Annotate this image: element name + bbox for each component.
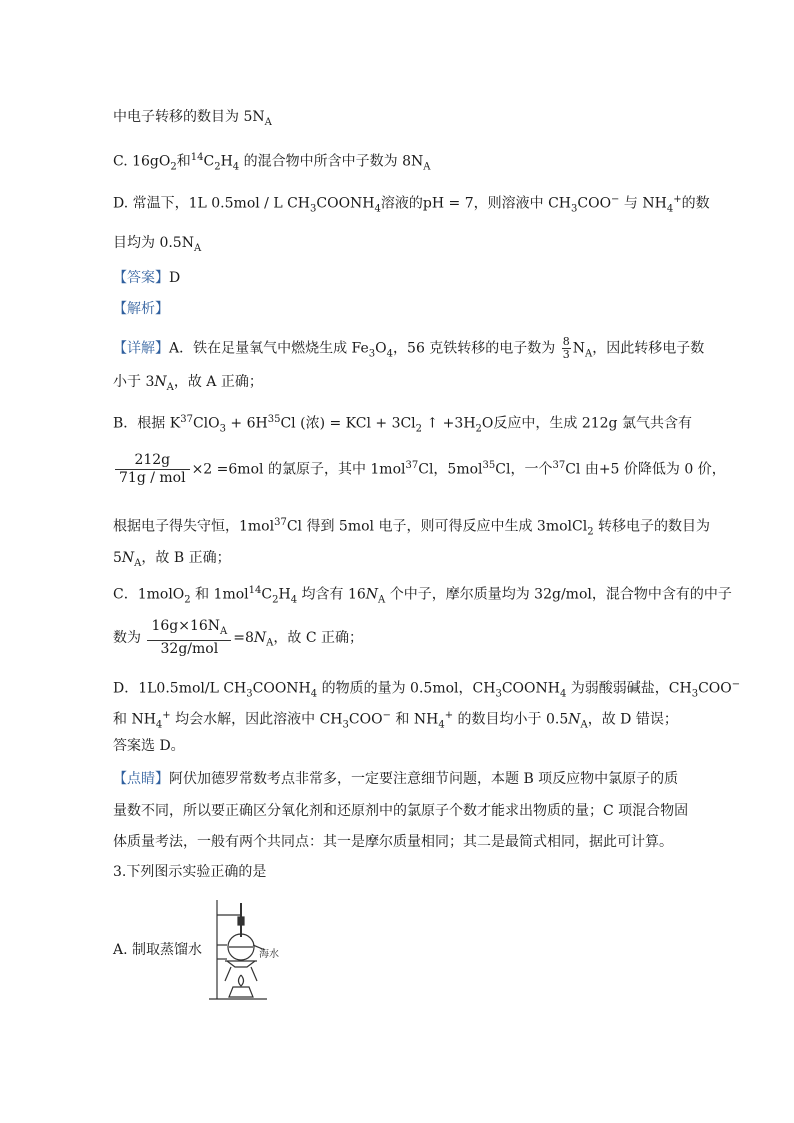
line-text: Cl 由+5 价降低为 0 价， — [565, 461, 726, 478]
detail-line-c — [113, 581, 732, 610]
line-text: A．铁在足量氧气中燃烧生成 Fe — [169, 340, 369, 357]
detail-line-a: 【详解】A．铁在足量氧气中燃烧生成 $Fe_3O_4$，56 克铁转移的电子数为 $\frac{8}{3}$ $N_A$，因此转移电子数 — [113, 335, 705, 361]
line-text: ↑ +3H — [422, 415, 476, 432]
point-line-3 — [113, 832, 673, 852]
subscript: 2 — [415, 423, 423, 435]
line-text: ，故 A 正确； — [173, 374, 263, 390]
numerator: 212g — [115, 452, 190, 470]
fraction-eight-thirds — [562, 336, 571, 361]
detail-line-d — [113, 675, 740, 704]
subscript: 4 — [310, 688, 318, 700]
option-a-label — [113, 940, 202, 960]
line-text: ，故 C 正确； — [273, 629, 364, 646]
subscript: 3 — [368, 348, 376, 360]
line-text: 均含有 16 — [297, 586, 366, 603]
detail-line-a2 — [113, 372, 263, 398]
line-text: + 6H — [225, 415, 268, 432]
line-text: 和 1mol — [190, 586, 249, 603]
line-text: C. 16gO — [113, 153, 171, 170]
subscript: A — [193, 242, 202, 254]
detail-line-b — [113, 410, 692, 439]
denominator: 3 — [562, 348, 570, 361]
subscript: 3 — [495, 688, 502, 700]
superscript: − — [611, 194, 620, 205]
line-text: 5 — [113, 550, 122, 566]
detail-line-b2 — [113, 452, 726, 487]
line-text: 的数 — [681, 195, 710, 212]
line-text: ，故 B 正确； — [141, 550, 231, 566]
line-text: COONH — [316, 195, 375, 212]
line-text: 和 — [176, 153, 191, 170]
detail-line-c2 — [113, 618, 363, 658]
subscript: 2 — [587, 526, 594, 538]
line-text: 与 NH — [623, 195, 667, 212]
superscript: − — [382, 710, 391, 721]
line-text: 阿伏加德罗常数考点非常多，一定要注意细节问题，本题 B 项反应物中氯原子的质 — [169, 771, 679, 787]
denominator: 71g / mol — [119, 470, 186, 486]
point-line-2 — [113, 801, 688, 821]
line-text: ×2 =6mol — [191, 461, 264, 478]
subscript: A — [585, 348, 593, 360]
superscript: 37 — [180, 414, 193, 425]
subscript: A — [266, 637, 274, 649]
symbol-n: N — [154, 374, 167, 390]
subscript: 3 — [571, 203, 578, 215]
line-text: 和 NH — [390, 711, 439, 728]
superscript: 14 — [190, 152, 204, 163]
answer-choice-line — [113, 736, 185, 756]
line-text: 数为 — [113, 629, 141, 646]
line-text: ，故 D 错误； — [587, 711, 678, 728]
line-text: Cl (浓) = KCl + 3Cl — [280, 415, 416, 432]
line-text: =8 — [233, 629, 254, 646]
line-text: 体质量考法，一般有两个共同点：其一是摩尔质量相同；其二是最简式相同，据此可计算。 — [113, 834, 673, 850]
detail-tag: 【详解】 — [113, 340, 169, 357]
subscript: 4 — [386, 348, 394, 360]
line-text: D．1L0.5mol/L CH — [113, 680, 247, 697]
line-text: A. 制取蒸馏水 — [113, 942, 203, 958]
line-text: Cl，一个 — [495, 461, 553, 478]
line-text: COO — [348, 711, 383, 728]
line-text: 中电子转移的数目为 5N — [113, 109, 265, 125]
detail-line-b4 — [113, 548, 231, 574]
denominator: 32g/mol — [160, 640, 219, 657]
subscript: A — [423, 161, 431, 173]
answer-line — [113, 268, 180, 288]
symbol-n: N — [365, 586, 379, 603]
analysis-heading — [113, 299, 169, 319]
subscript: 2 — [170, 161, 177, 173]
subscript: 2 — [475, 423, 482, 435]
line-text: 的混合物中所含中子数为 8N — [243, 153, 424, 170]
line-text: D. 常温下，1L 0.5mol / L CH — [113, 195, 311, 212]
superscript: 35 — [267, 414, 281, 425]
line-text: Cl 得到 5mol 电子，则可得反应中生成 3molCl — [286, 518, 588, 535]
line-text: 小于 3 — [113, 374, 155, 390]
subscript: A — [134, 557, 142, 569]
numerator: 8 — [562, 335, 570, 348]
superscript: + — [162, 710, 171, 721]
superscript: 35 — [482, 459, 496, 471]
subscript: A — [166, 381, 174, 393]
line-text: 均会水解，因此溶液中 CH — [170, 711, 343, 728]
option-d-line — [113, 190, 710, 219]
line-text: 的数目均小于 0.5 — [453, 711, 569, 728]
subscript: 4 — [374, 203, 381, 215]
line-text: COONH — [252, 680, 311, 697]
fraction-neutrons — [147, 618, 231, 658]
answer-value: D — [169, 270, 181, 286]
subscript: 4 — [438, 719, 445, 731]
fraction-chlorine — [115, 452, 190, 487]
subscript: 4 — [155, 719, 163, 731]
subscript: 3 — [342, 719, 349, 731]
line-text: 和 NH — [113, 711, 156, 728]
analysis-tag: 【解析】 — [113, 301, 169, 317]
line-text: COO — [577, 195, 612, 212]
line-text: 的氯原子，其中 1mol — [267, 461, 406, 478]
line-text: ClO — [192, 415, 220, 432]
subscript: 3 — [310, 203, 317, 215]
symbol-n: N — [572, 340, 585, 357]
subscript: 2 — [214, 161, 221, 173]
subscript: 4 — [559, 688, 567, 700]
distillation-apparatus-figure — [205, 895, 295, 1005]
line-text: 溶液的pH = 7，则溶液中 CH — [380, 195, 571, 212]
line-text: 为弱酸弱碱盐，CH — [566, 680, 692, 697]
superscript: − — [731, 679, 741, 690]
symbol-n: N — [121, 550, 135, 566]
line-text: 根据电子得失守恒，1mol — [113, 518, 275, 535]
subscript: 4 — [666, 203, 674, 215]
line-text: 量数不同，所以要正确区分氧化剂和还原剂中的氯原子个数才能求出物质的量；C 项混合物固 — [113, 803, 689, 819]
line-text: ，56 克铁转移的电子数为 — [393, 340, 556, 357]
subscript: 3 — [691, 688, 699, 700]
line-text: B．根据 K — [113, 415, 181, 432]
line-text: 个中子，摩尔质量均为 32g/mol，混合物中含有的中子 — [385, 586, 732, 603]
detail-line-d2 — [113, 706, 678, 735]
line-text: Cl，5mol — [418, 461, 483, 478]
line-text: 转移电子的数目为 — [593, 518, 711, 535]
text-line-1 — [113, 107, 272, 133]
text-line-4 — [113, 233, 201, 259]
subscript: 2 — [184, 594, 191, 606]
line-text: 3.下列图示实验正确的是 — [113, 864, 267, 880]
numerator-text: 16g×16N — [151, 618, 221, 634]
superscript: 37 — [552, 459, 566, 471]
subscript: A — [378, 594, 386, 606]
line-text: 目均为 0.5N — [113, 235, 194, 251]
line-text: COO — [698, 680, 732, 697]
superscript: + — [444, 710, 454, 721]
seawater-label: 海水 — [259, 949, 279, 960]
line-text: 答案选 D。 — [113, 738, 185, 754]
line-text: 的物质的量为 0.5mol，CH — [317, 680, 496, 697]
symbol-n: N — [253, 629, 267, 646]
subscript: A — [580, 719, 588, 731]
line-text: C．1molO — [113, 586, 185, 603]
option-c-line: C. $16gO_2$和$^{14}C_2H_4$ 的混合物中所含中子数为 $8N_A$ — [113, 152, 431, 173]
superscript: 14 — [248, 585, 262, 596]
point-tag: 【点睛】 — [113, 771, 169, 787]
superscript: 37 — [405, 459, 419, 471]
superscript: + — [673, 194, 682, 205]
subscript: 4 — [232, 161, 240, 173]
line-text: COONH — [501, 680, 560, 697]
symbol-n: N — [568, 711, 581, 728]
numerator — [147, 618, 231, 641]
subscript: 3 — [219, 423, 226, 435]
line-text: ，因此转移电子数 — [592, 340, 705, 357]
subscript: 3 — [246, 688, 253, 700]
subscript: 4 — [290, 594, 298, 606]
line-text: O反应中，生成 212g 氯气共含有 — [481, 415, 692, 432]
detail-line-b3 — [113, 513, 710, 542]
point-line-1 — [113, 769, 678, 789]
subscript: A — [220, 625, 228, 637]
answer-tag: 【答案】 — [113, 270, 169, 286]
question-3 — [113, 862, 266, 882]
subscript: 2 — [272, 594, 279, 606]
line-text: H — [278, 586, 291, 603]
subscript: A — [264, 116, 272, 128]
superscript: 37 — [274, 517, 287, 528]
line-text: C — [261, 586, 273, 603]
